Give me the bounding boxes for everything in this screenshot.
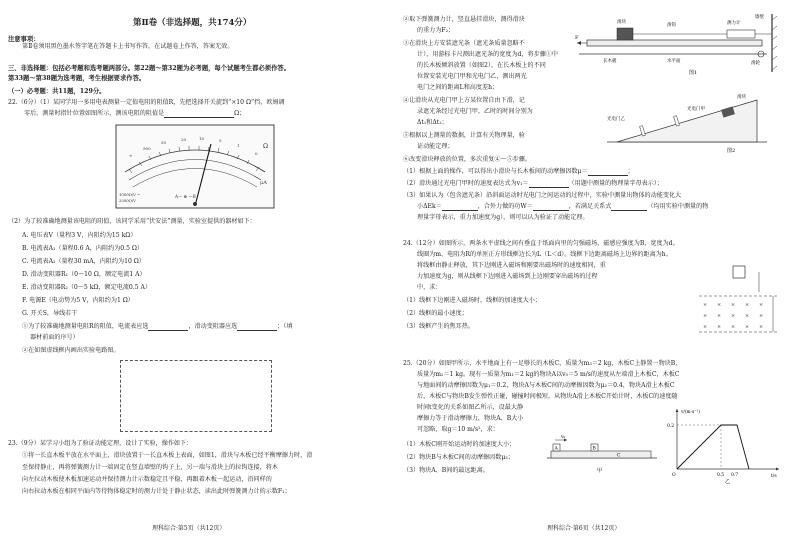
jia-c-label: C [617,453,621,459]
r-line1: ②取下弹簧测力计，竖直悬挂滑块，测得滑块 [403,16,525,23]
q25-b: （2）物块B与木板C间的动摩擦因数μ₃； [403,454,514,461]
fig1-wood-label: 长木板 [603,59,617,64]
svg-text:×: × [703,324,708,330]
meter-small-label-2: 2500Ω/V [119,198,136,203]
circuit-dashed-box [120,360,272,432]
q22-line1: 22.（6分）（1）某同学用一多用电表测量一定值电阻的阻值R，先把选择开关旋到“×10 Ω”挡，欧姆调 [8,99,285,106]
section-3b: 第33题～第38题为选考题，考生根据要求作答。 [8,75,146,82]
footer-left: 理科综合·第5页（共12页） [152,525,226,532]
multimeter-svg [115,124,275,209]
vt-x-tick-2: 0.7 [731,473,739,478]
svg-text:×: × [703,302,708,308]
svg-text:×: × [731,302,736,308]
svg-text:10: 10 [199,136,205,141]
item-b: B. 电流表A₁（量程0.6 A，内阻约为0.5 Ω） [22,245,144,252]
fig1-hook-label: 滑钩 [667,23,676,28]
r-q3-line3: 理量字母表示，重力加速度为g），则可以认为验证了动能定理。 [417,214,589,221]
svg-text:×: × [759,324,764,330]
r-q1-line: （1）根据上面的操作，可以得出小滑块与长木板间的动摩擦因数μ＝ ； [403,168,634,175]
r-q2-line: （2）滑块通过光电门甲时的速度表达式为v₁＝ （用题中测量的物理量字母表示）； [403,180,663,187]
vt-line [677,425,749,469]
figure-1 [577,10,787,80]
q24-b: （2）线框的最小速度； [403,310,468,317]
svg-text:500: 500 [143,146,151,151]
fig2-block-label: 滑块 [737,95,746,100]
vt-y-label: v/(m·s⁻¹) [681,410,700,415]
q24-line5: 中，求： [417,284,442,291]
figure-2 [597,86,782,156]
r-line2: 的重力为F₂； [417,27,455,34]
item-g: G. 开关S，导线若干 [22,310,78,317]
figure-jia [547,432,657,482]
svg-text:×: × [745,324,750,330]
r-q3-line2: 小ΔEk＝ ，合外力做的功W＝ ，若满足关系式 （均用实验中测量的物 [417,203,709,210]
figure-2-svg [597,86,782,156]
item-e: E. 滑动变阻器R₂（0～5 kΩ，额定电流0.5 A） [22,284,152,291]
vt-graph-svg [667,405,787,485]
q24-a: （1）线框下边刚进入磁场时，线框的加速度大小； [403,297,541,304]
q25-line6: 摩擦力等于滑动摩擦力，物块A、B大小 [417,415,524,422]
r-line8: ④让滑块从光电门甲上方某位置自由下滑，记 [403,97,525,104]
magnetic-field-svg [697,262,787,342]
jia-a-label: A [554,446,558,452]
svg-text:×: × [759,302,764,308]
vt-origin: O [672,473,676,478]
svg-text:0: 0 [255,151,258,156]
r-line5: 的长木板倾斜放置（如图2），在长木板上的不同 [417,62,546,69]
svg-text:×: × [731,324,736,330]
q25-line7: 可忽略，取g＝10 m/s²，求： [417,426,499,433]
r-line4: 计），用游标卡尺测出遮光条的宽度为d，将步骤①中 [417,51,559,58]
r-line11: ⑤根据以上测量的数据，计算有关物理量，验 [403,132,525,139]
q22-a-line2: 器材前面的序号） [30,334,79,341]
r-line6: 位置安装光电门甲和光电门乙，测出两光 [417,73,527,80]
r-line9: 录遮光条经过光电门甲、乙时的时间分别为 [417,108,533,115]
q24-line2: 线圈为m、电阻为R的单匝正方形线框边长为L（L＜d）。线框下边距离磁场上边界的距离为h。 [417,251,672,258]
fig1-wall-label: 墙壁 [755,15,764,20]
q24-line4: 力加速度为g，则从线框下边刚进入磁场到上边刚要穿出磁场的过程 [417,273,598,280]
r-q3-line1: （3）如果认为（包含遮光条）沿斜面运动时光电门之间运动的过程中，实验中测量出物体的动能变化大 [403,192,682,199]
svg-text:1: 1 [237,143,240,148]
svg-text:×: × [745,302,750,308]
q23-line5: 向右拉动木板在相同平面内等待物体稳定时的测力计处于静止状态，读出此时弹簧测力计的示数F₁； [22,488,291,495]
q22-b-line: ②在如图虚线框内画出实验电路图。 [22,347,120,354]
q25-a: （1）木板C刚开始运动时的加速度大小； [403,441,516,448]
q25-line3: 与地面间的动摩擦因数为μ₁＝0.2，物块A与木板C间的动摩擦因数为μ₂＝0.4，物块A滑上木板C [417,382,675,389]
vt-y-tick: 0.2 [667,424,675,429]
fig1-pulley-label: 滑轮 [751,61,760,66]
r-line12: 证动能定理； [417,143,454,150]
svg-text:20: 20 [181,137,187,142]
jia-b-label: B [592,446,596,452]
page-right [397,0,794,550]
q25-line4: 后，木板C与物块B发生弹性正碰，碰撞时间极短，从物块A滑上木板C开始计时，木板C的速度随 [417,393,678,400]
multimeter-figure [115,124,275,209]
yi-title: 乙 [725,479,731,485]
q25-c: （3）物块A、B间的最远距离。 [403,467,489,474]
q24-line3: 将线框由静止释放，其下边刚进入磁场和刚要出磁场时的速度相同，重 [417,262,606,269]
fig1-spring-label: 测力计 [727,21,741,26]
fig1-title: 图1 [689,70,698,76]
item-a: A. 电压表V（量程3 V，内阻约为15 kΩ） [22,232,137,239]
figure-jia-svg [547,432,657,482]
jia-v0-label: v₀ [561,435,566,440]
vt-x-label: t/s [771,474,777,479]
meter-ua-label: μA [260,180,267,186]
meter-ab-label: A— ⊕ —B [175,194,196,199]
q25-line2: 质量为m₂＝1 kg。现有一质量为m₁＝2 kg的物块A以v₀＝5 m/s的速度从左端滑上木板C，木板C [417,371,680,378]
fig1-block-label: 滑块 [617,20,626,25]
required-title: （一）必考题：共11题，129分。 [8,88,106,95]
notice-line: 第Ⅱ卷须用黑色墨水签字笔在答题卡上书写作答，在试题卷上作答，答案无效。 [22,43,234,50]
svg-text:50: 50 [161,140,167,145]
footer-right: 理科综合·第6页（共12页） [547,525,621,532]
svg-text:×: × [717,302,722,308]
item-c: C. 电流表A₂（量程30 mA，内阻约为10 Ω） [22,258,145,265]
fig1-ground-label: 水平面 [667,59,681,64]
item-f: F. 电源E（电动势为5 V，内阻约为1 Ω） [22,297,134,304]
q23-line3: 至保持静止，再将弹簧测力计一端固定在竖直墙壁的钩子上，另一端与滑块上的拉钩连接，将木 [22,464,278,471]
fig2-gate2-label: 光电门乙 [607,117,625,122]
q24-line1: 24.（12分）如图所示，两条水平虚线之间有垂直于纸面向里的匀强磁场，磁感应强度为B，宽度为d。 [403,240,679,247]
q22-a-line: ①为了较准确地测量电阻R的阻值，电流表应选 ，滑动变阻器应选 ；（填 [22,323,293,330]
svg-text:×: × [759,313,764,319]
meter-ohm-label: Ω [263,143,268,150]
svg-text:×: × [717,313,722,319]
fig1-f-label: F [575,35,579,41]
magnetic-field-figure [697,262,787,342]
figure-1-svg [577,10,787,80]
meter-small-label-1: 1000Ω/V ~ [119,192,141,197]
q22-line2: 零后，测量时指针位置如图所示，测该电阻的阻值是 Ω； [24,110,246,117]
jia-title: 甲 [597,468,603,474]
svg-text:5: 5 [219,138,222,143]
svg-text:∞: ∞ [129,153,133,158]
fig2-title: 图2 [727,148,736,154]
q23-line2: ①将一长直木板平放在水平面上，滑块放置于一长直木板上表面，如图1，滑块与木板已经平衡摩擦力时，滑 [22,452,313,459]
q23-line1: 23.（9分）某学习小组为了验证动能定理，设计了实验，操作如下： [8,440,193,447]
r-line7: 电门之间的距离L和高度差h； [417,84,499,91]
vt-x-tick-1: 0.5 [717,473,725,478]
svg-text:×: × [717,324,722,330]
r-line13: ⑥改变滑块释放的位置，多次重复④～⑤步骤。 [403,156,531,163]
q25-line5: 时间t变化的关系如图乙所示，设最大静 [417,404,524,411]
notice-title: 注意事项： [8,36,40,43]
r-line10: Δt₁和Δt₂； [417,119,448,126]
svg-text:×: × [731,313,736,319]
section-title: 第Ⅱ卷（非选择题，共174分） [133,18,252,28]
figure-yi [667,405,787,485]
r-line3: ③在滑块上方安装遮光条（遮光条质量忽略不 [403,40,525,47]
section-3: 三、非选择题：包括必考题和选考题两部分。第22题～第32题为必考题，每个试题考生都必须作答。 [8,65,290,72]
fig2-gate1-label: 光电门甲 [687,107,705,112]
q23-line4: 向左拉动木板使木板加速运动并保持测力计示数稳定且平稳，再跟着木板一起运动，沿同样的 [22,476,272,483]
svg-text:×: × [745,313,750,319]
item-d: D. 滑动变阻器R₁（0～10 Ω，额定电流1 A） [22,271,146,278]
q22-part2-line1: （2）为了较准确地测量该电阻的阻值，该同学采用“伏安法”测量，实验室提供的器材如下： [8,218,256,225]
q24-c: （3）线框产生的焦耳热。 [403,323,474,330]
q25-line1: 25.（20分）如图甲所示，水平地面上有一足够长的木板C，质量为m₃＝2 kg，木板C上静置一物块B， [403,360,682,367]
svg-text:×: × [703,313,708,319]
